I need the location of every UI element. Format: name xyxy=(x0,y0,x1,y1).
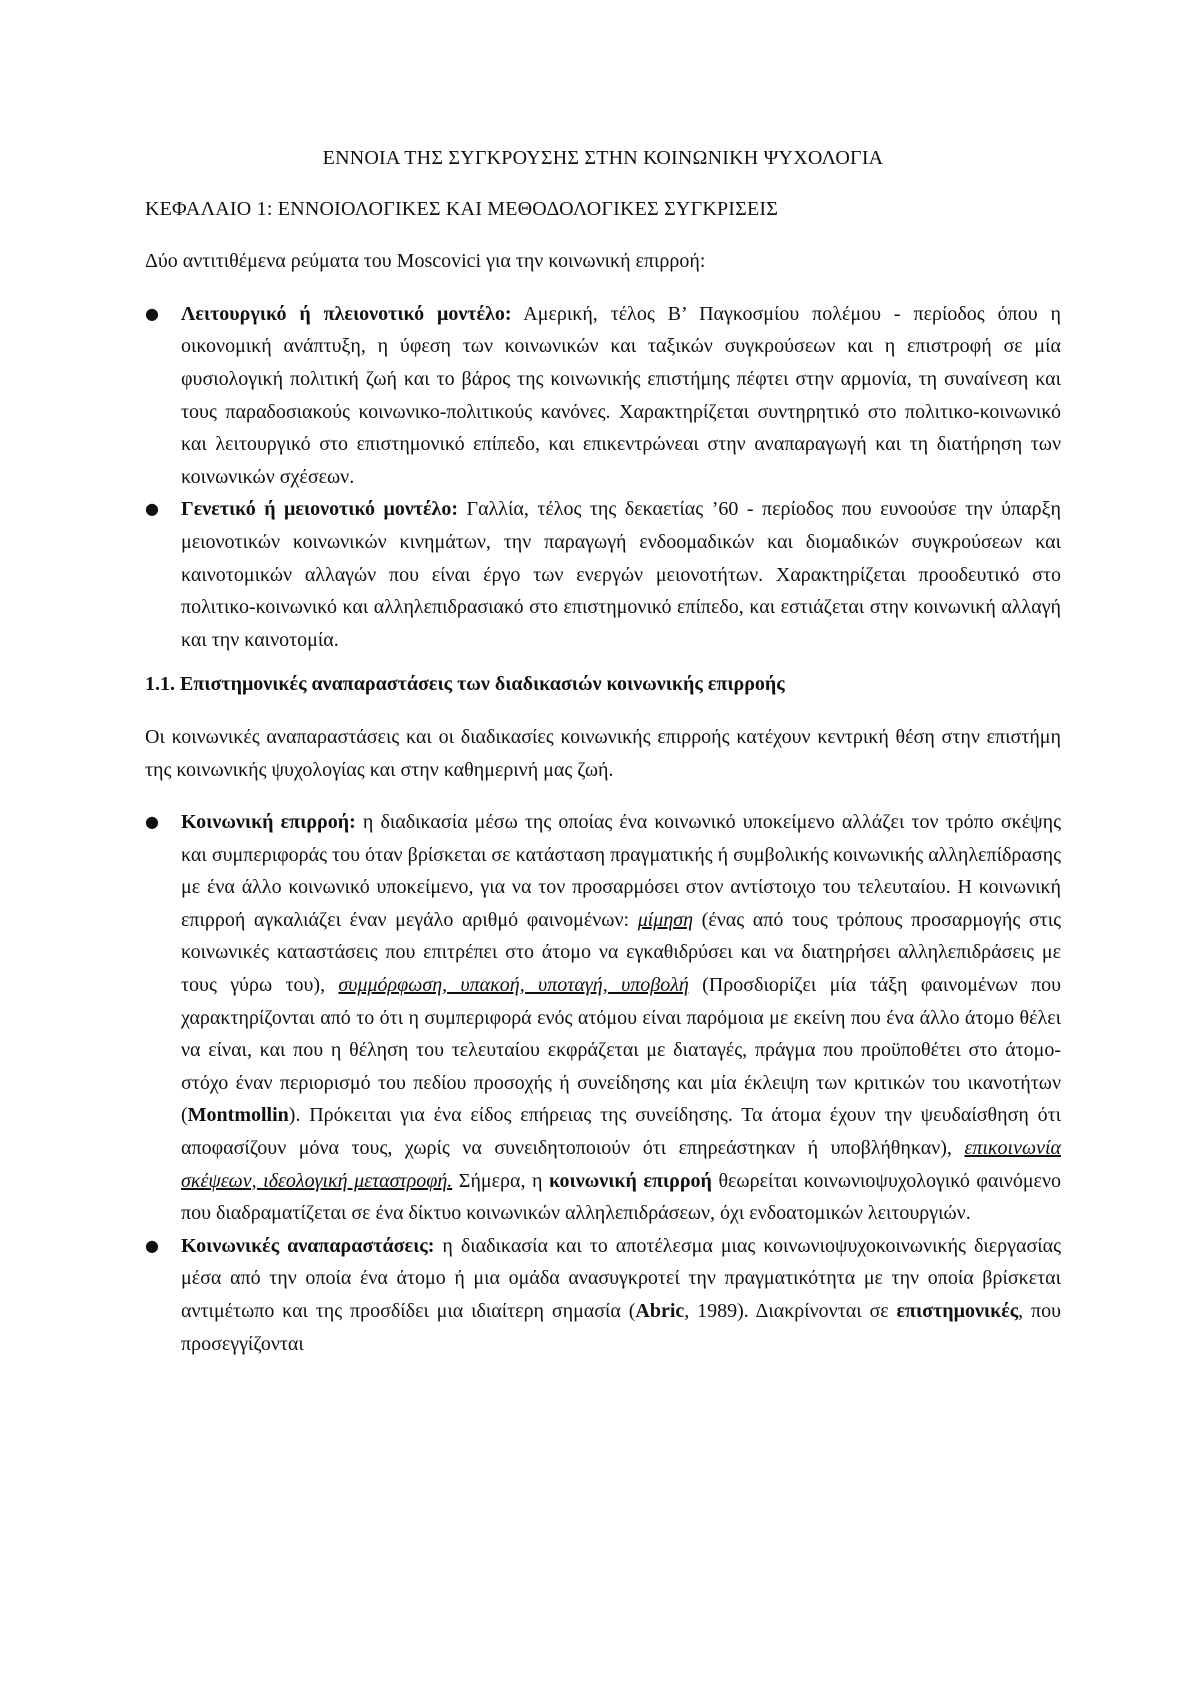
document-title: ΕΝΝΟΙΑ ΤΗΣ ΣΥΓΚΡΟΥΣΗΣ ΣΤΗΝ ΚΟΙΝΩΝΙΚΗ ΨΥΧΟΛΟΓΙΑ xyxy=(322,147,884,169)
model-description: Γαλλία, τέλος της δεκαετίας ’60 - περίοδος που ευνοούσε την ύπαρξη μειονοτικών κοινωνικών κινημάτων, την παραγωγή ενδοομαδικών και διομαδικών συγκρούσεων και καινοτομικών αλλαγών που είναι έργο των ενεργών μειονοτήτων. Χαρακτηρίζεται προοδευτικό στο πολιτικο-κοινωνικό και αλληλεπιδρασιακό στο επιστημονικό επίπεδο, και εστιάζεται στην κοινωνική αλλαγή και την καινοτομία. xyxy=(181,498,1061,651)
emphasis-run: συμμόρφωση, υπακοή, υποταγή, υποβολή xyxy=(338,974,689,997)
text-run: Σήμερα, η xyxy=(452,1169,550,1192)
section-paragraph: Οι κοινωνικές αναπαραστάσεις και οι διαδικασίες κοινωνικής επιρροής κατέχουν κεντρική θέση στην επιστήμη της κοινωνικής ψυχολογίας και στην καθημερινή μας ζωή. xyxy=(145,725,1061,781)
model-term: Λειτουργικό ή πλειονοτικό μοντέλο: xyxy=(181,302,512,325)
text-run: (ένας από τους τρόπους προσαρμογής στις κοινωνικές καταστάσεις που επιτρέπει στο άτομο να εγκαθιδρύσει και να διατηρήσει αλληλεπιδράσεις με τους γύρω του), xyxy=(181,908,1062,997)
bold-term: επιστημονικές xyxy=(896,1300,1019,1322)
chapter-heading: ΚΕΦΑΛΑΙΟ 1: ΕΝΝΟΙΟΛΟΓΙΚΕΣ ΚΑΙ ΜΕΘΟΔΟΛΟΓΙΚΕΣ ΣΥΓΚΡΙΣΕΙΣ xyxy=(145,197,779,220)
list-item-functional-model xyxy=(145,298,1061,494)
section-heading: 1.1. Επιστημονικές αναπαραστάσεις των διαδικασιών κοινωνικής επιρροής xyxy=(145,673,785,696)
intro-line: Δύο αντιτιθέμενα ρεύματα του Moscovici για την κοινωνική επιρροή: xyxy=(145,250,706,273)
author-citation: Abric xyxy=(635,1300,685,1322)
text-run: , 1989). Διακρίνονται σε xyxy=(684,1300,897,1322)
bold-term: κοινωνική επιρροή xyxy=(549,1169,712,1192)
text-run: η διαδικασία και το αποτέλεσμα μιας κοινωνιοψυχοκοινωνικής διεργασίας μέσα από την οποία ένα άτομο ή μια ομάδα ανασυγκροτεί την πραγματικότητα με την οποία βρίσκεται αντιμέτωπο και της προσδίδει μια ιδιαίτερη σημασία ( xyxy=(181,1234,1061,1322)
concept-term: Κοινωνική επιρροή: xyxy=(181,811,356,834)
list-item-genetic-model xyxy=(145,493,1061,656)
author-citation: Montmollin xyxy=(187,1104,289,1127)
text-run: , που προσεγγίζονται xyxy=(181,1300,1061,1355)
emphasis-run: μίμηση xyxy=(637,908,694,931)
concepts-list xyxy=(145,806,1061,1360)
list-item-social-influence xyxy=(145,806,1061,1230)
document-content xyxy=(145,142,1061,1372)
text-run: θεωρείται κοινωνιοψυχολογικό φαινόμενο που διαδραματίζεται σε ένα δίκτυο κοινωνικών αλληλεπιδράσεων, όχι ενδοατομικών λειτουργιών. xyxy=(181,1169,1061,1225)
models-list xyxy=(145,298,1061,657)
bullet-icon: ● xyxy=(145,1235,159,1255)
text-run: ). Πρόκειται για ένα είδος επήρειας της συνείδησης. Τα άτομα έχουν την ψευδαίσθηση ότι αποφασίζουν μόνα τους, χωρίς να συνειδητοποιούν ότι επηρεάστηκαν ή υποβλήθηκαν), xyxy=(181,1104,1061,1160)
bullet-icon: ● xyxy=(145,812,159,832)
list-item-social-representations xyxy=(145,1230,1061,1360)
model-description: Αμερική, τέλος Β’ Παγκοσμίου πολέμου - περίοδος όπου η οικονομική ανάπτυξη, η ύφεση των κοινωνικών και ταξικών συγκρούσεων και η επιστροφή σε μία φυσιολογική πολιτική ζωή και το βάρος της κοινωνικής επιστήμης πέφτει στην αρμονία, τη συναίνεση και τους παραδοσιακούς κοινωνικο-πολιτικούς κανόνες. Χαρακτηρίζεται συντηρητικό στο πολιτικο-κοινωνικό και λειτουργικό στο επιστημονικό επίπεδο, και επικεντρώνεαι στην αναπαραγωγή και τη διατήρηση των κοινωνικών σχέσεων. xyxy=(181,302,1061,488)
concept-term: Κοινωνικές αναπαραστάσεις: xyxy=(181,1234,435,1257)
bullet-icon: ● xyxy=(145,303,159,323)
emphasis-run: επικοινωνία σκέψεων, ιδεολογική μεταστροφή. xyxy=(181,1137,1061,1192)
text-run: (Προσδιορίζει μία τάξη φαινομένων που χαρακτηρίζονται από το ότι η συμπεριφορά ενός ατόμου είναι παρόμοια με εκείνη που ένα άλλο άτομο θέλει να είναι, και που η θέληση του τελευταίου εκφράζεται με διαταγές, πράγμα που προϋποθέτει στο άτομο-στόχο έναν περιορισμό του πεδίου προσοχής ή συνείδησης και μία έκλειψη των κριτικών του ικανοτήτων ( xyxy=(181,974,1061,1127)
bullet-icon: ● xyxy=(145,499,159,519)
text-run: η διαδικασία μέσω της οποίας ένα κοινωνικό υποκείμενο αλλάζει τον τρόπο σκέψης και συμπεριφοράς του όταν βρίσκεται σε κατάσταση πραγματικής ή συμβολικής κοινωνικής αλληλεπίδρασης με ένα άλλο κοινωνικό υποκείμενο, για να τον προσαρμόσει στον αντίστοιχο του τελευταίου. Η κοινωνική επιρροή αγκαλιάζει έναν μεγάλο αριθμό φαινομένων: xyxy=(181,811,1061,931)
model-term: Γενετικό ή μειονοτικό μοντέλο: xyxy=(181,498,459,521)
